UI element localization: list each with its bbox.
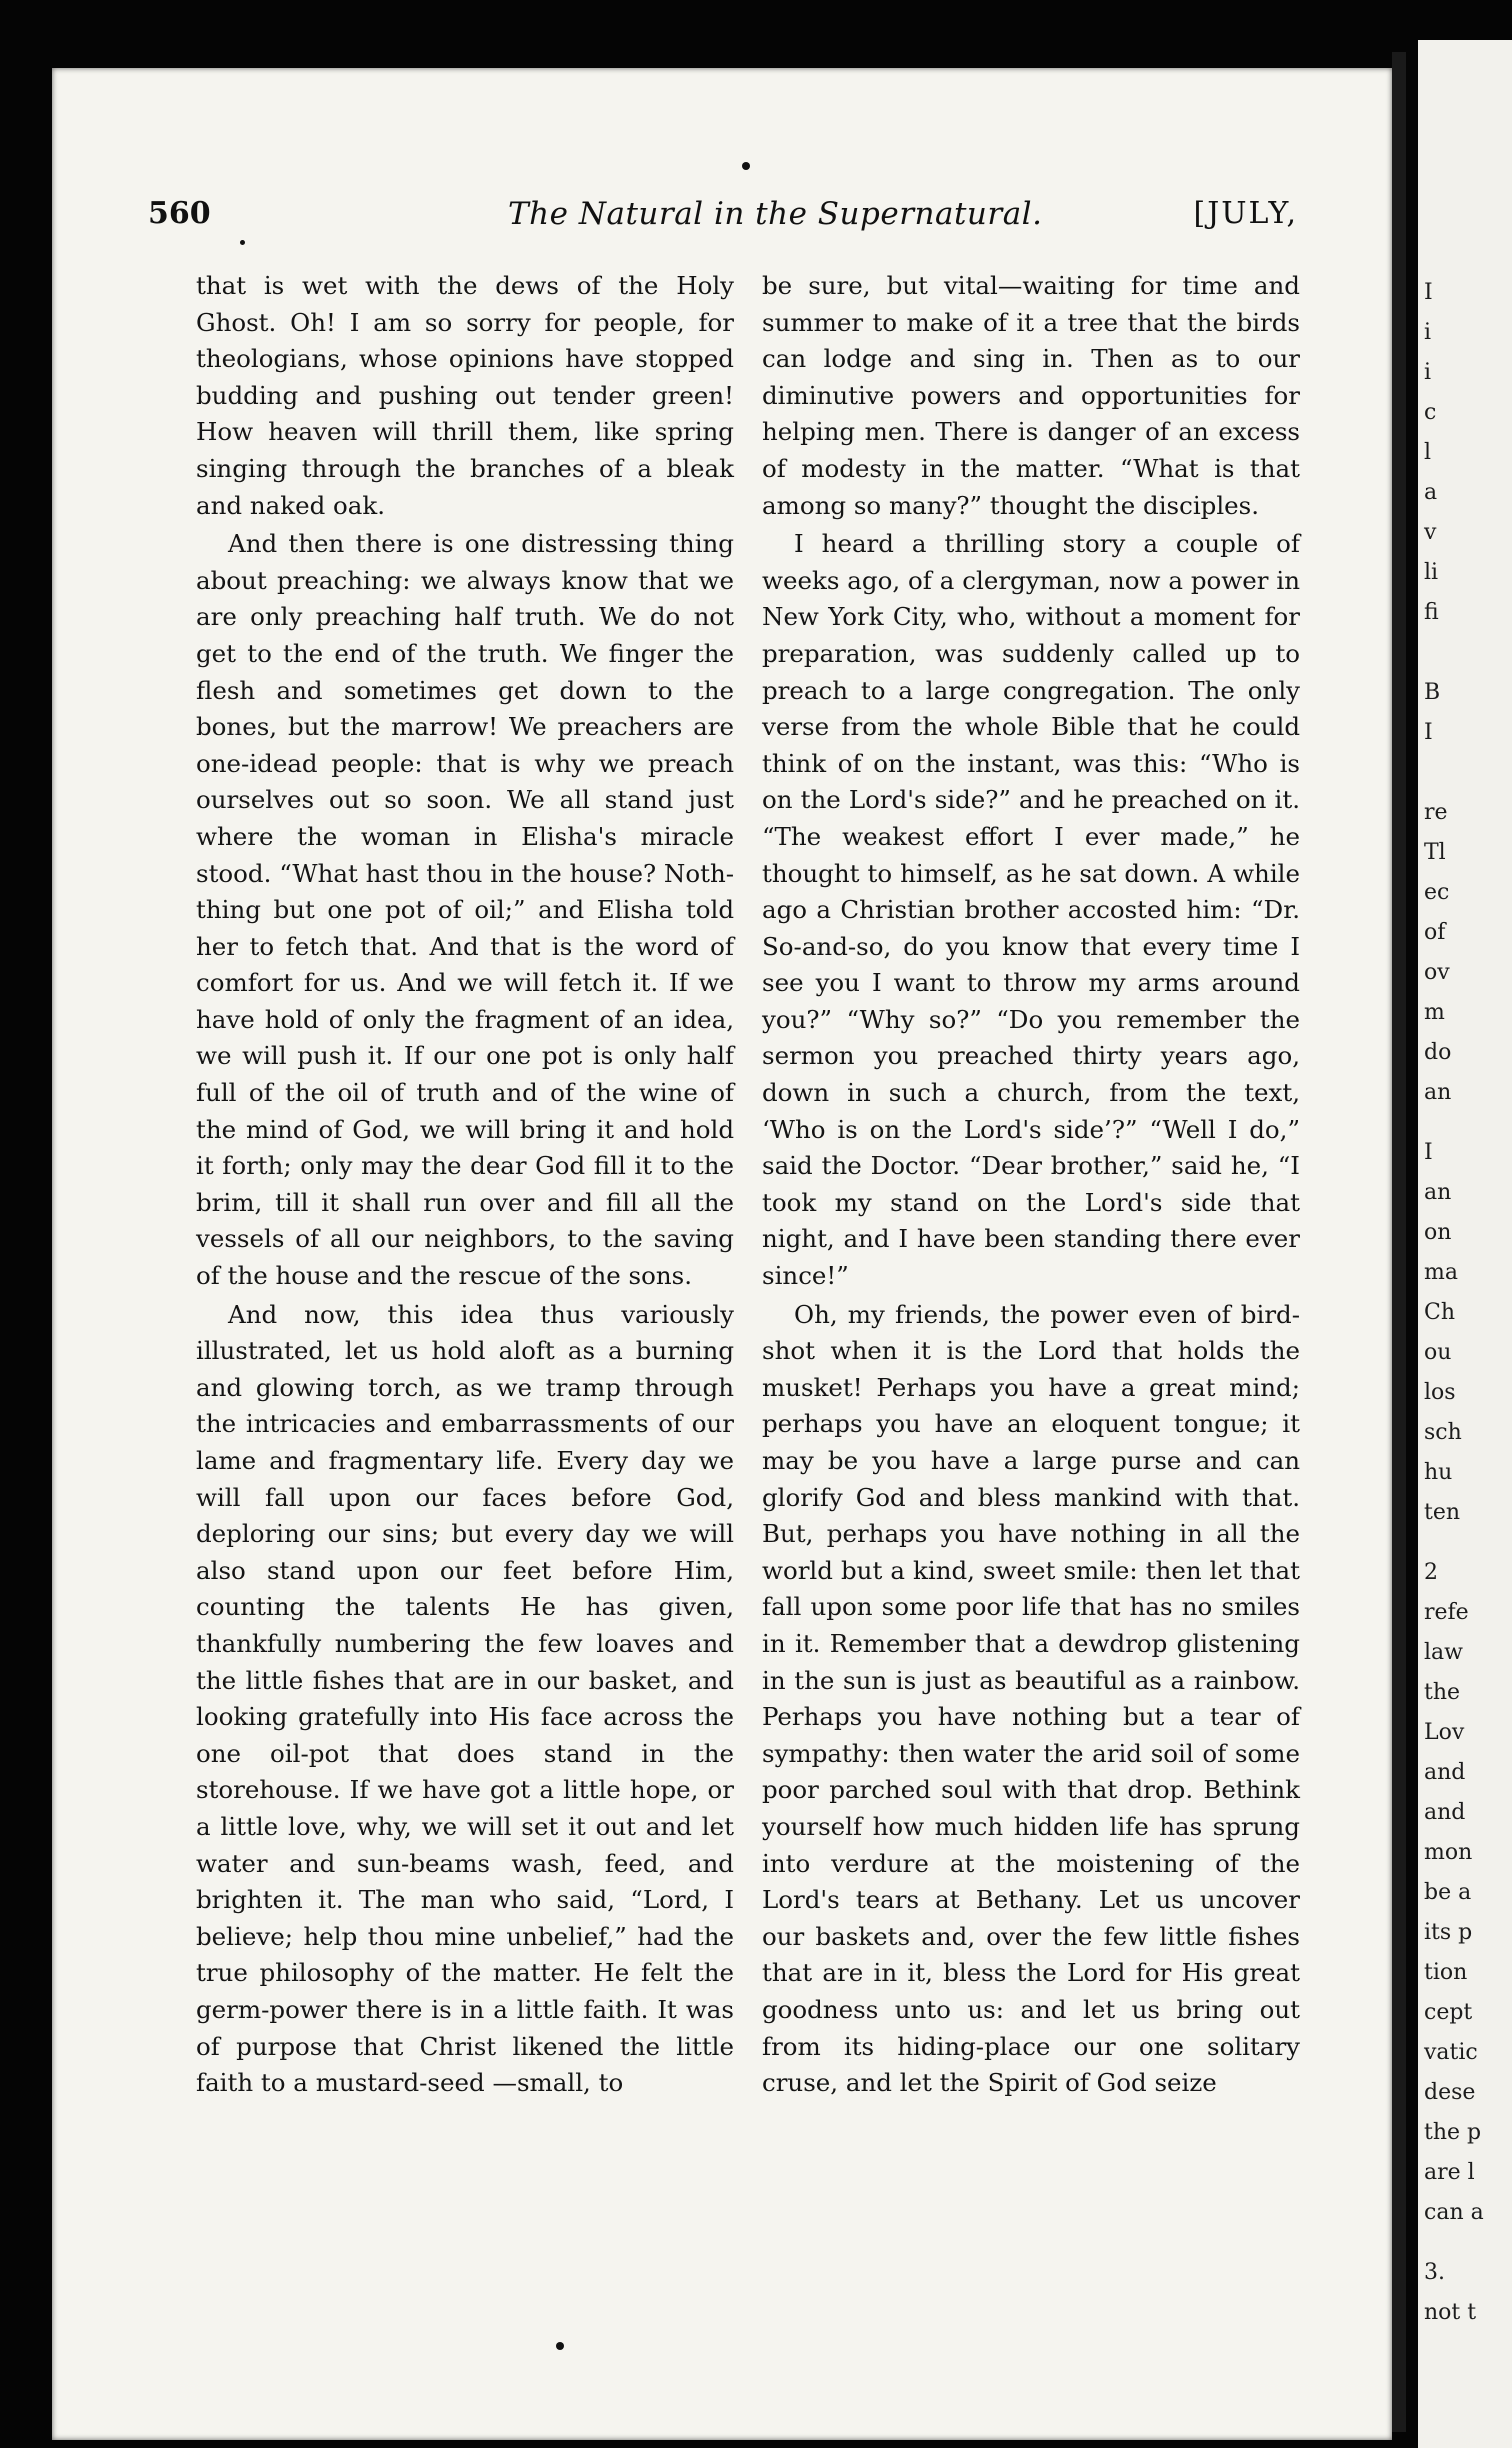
facing-page-fragment: the p bbox=[1424, 2120, 1482, 2145]
paragraph: be sure, but vital—waiting for time and summer to make of it a tree that the birds can lodge and sing in. Then as to our diminutive powers and opportunities for helping men. There is danger of an excess of modesty in the matter. “What is that among so many?” thought the disciples. bbox=[762, 271, 1300, 520]
facing-page-fragment: I bbox=[1424, 1140, 1433, 1165]
facing-page-fragment: the bbox=[1424, 1680, 1461, 1705]
facing-page-fragment: vatic bbox=[1424, 2040, 1478, 2065]
facing-page-fragment: Lov bbox=[1424, 1720, 1465, 1745]
facing-page-fragment: ov bbox=[1424, 960, 1450, 985]
facing-page-fragment: fi bbox=[1424, 600, 1439, 625]
facing-page-fragment: hu bbox=[1424, 1460, 1453, 1485]
facing-page-fragment: not t bbox=[1424, 2300, 1477, 2325]
facing-page-fragment: ec bbox=[1424, 880, 1450, 905]
facing-page-fragment: law bbox=[1424, 1640, 1463, 1665]
facing-page-fragment: ma bbox=[1424, 1260, 1458, 1285]
facing-page-fragment: are l bbox=[1424, 2160, 1475, 2185]
facing-page-edge bbox=[1418, 40, 1512, 2448]
right-column bbox=[762, 268, 1300, 2102]
page-number: 560 bbox=[148, 196, 211, 231]
facing-page-fragment: 2 bbox=[1424, 1560, 1438, 1585]
facing-page-fragment: I bbox=[1424, 720, 1433, 745]
paragraph: Oh, my friends, the power even of bird-shot when it is the Lord that holds the musket! Perhaps you have a great mind; perhaps you have an eloquent tongue; it may be you have a large purse and can glorify God and bless mankind with that. But, perhaps you have nothing in all the world but a kind, sweet smile: then let that fall upon some poor life that has no smiles in it. Remember that a dewdrop glistening in the sun is just as beautiful as a rainbow. Perhaps you have nothing but a tear of sympathy: then water the arid soil of some poor parched soul with that drop. Bethink yourself how much hidden life has sprung into verdure at the moistening of the Lord's tears at Bethany. Let us uncover our baskets and, over the few little fishes that are in it, bless the Lord for His great goodness unto us: and let us bring out from its hiding-place our one solitary cruse, and let the Spirit of God seize bbox=[762, 1299, 1300, 2098]
facing-page-fragment: ten bbox=[1424, 1500, 1461, 1525]
facing-page-fragment: a bbox=[1424, 480, 1438, 505]
facing-page-fragment: re bbox=[1424, 800, 1448, 825]
facing-page-fragment: and bbox=[1424, 1760, 1466, 1785]
running-title: The Natural in the Supernatural. bbox=[508, 196, 1043, 232]
facing-page-fragment: an bbox=[1424, 1180, 1452, 1205]
facing-page-fragment: can a bbox=[1424, 2200, 1484, 2225]
facing-page-fragment: of bbox=[1424, 920, 1446, 945]
facing-page-fragment: c bbox=[1424, 400, 1437, 425]
facing-page-fragment: and bbox=[1424, 1800, 1466, 1825]
facing-page-fragment: Tl bbox=[1424, 840, 1446, 865]
paragraph: And now, this idea thus variously illustrated, let us hold aloft as a burning and glowing torch, as we tramp through the intricacies and embarrassments of our lame and fragmentary life. Every day we will fall upon our faces before God, deploring our sins; but every day we will also stand upon our feet before Him, counting the talents He has given, thankfully numbering the few loaves and the little fishes that are in our basket, and looking gratefully into His face across the one oil-pot that does stand in the storehouse. If we have got a little hope, or a little love, why, we will set it out and let water and sun-beams wash, feed, and brighten it. The man who said, “Lord, I believe; help thou mine unbelief,” had the true philosophy of the matter. He felt the germ-power there is in a little faith. It was of purpose that Christ likened the little faith to a mustard-seed —small, to bbox=[196, 1299, 734, 2098]
facing-page-fragment: v bbox=[1424, 520, 1437, 545]
facing-page-fragment: an bbox=[1424, 1080, 1452, 1105]
facing-page-fragment: l bbox=[1424, 440, 1432, 465]
paragraph: I heard a thrilling story a couple of weeks ago, of a clergyman, now a power in New York City, who, without a moment for preparation, was suddenly called up to preach to a large congregation. The only verse from the whole Bible that he could think of on the instant, was this: “Who is on the Lord's side?” and he preached on it. “The weakest effort I ever made,” he thought to himself, as he sat down. A while ago a Christian brother accosted him: “Dr. So-and-so, do you know that every time I see you I want to throw my arms around you?” “Why so?” “Do you remember the sermon you preached thirty years ago, down in such a church, from the text, ‘Who is on the Lord's side’?” “Well I do,” said the Doctor. “Dear brother,” said he, “I took my stand on the Lord's side that night, and I have been standing there ever since!” bbox=[762, 529, 1300, 1291]
paragraph: that is wet with the dews of the Holy Ghost. Oh! I am so sorry for people, for theologians, whose opinions have stopped budding and pushing out tender green! How heaven will thrill them, like spring singing through the branches of a bleak and naked oak. bbox=[196, 271, 734, 520]
facing-page-fragment: dese bbox=[1424, 2080, 1476, 2105]
facing-page-fragment: cept bbox=[1424, 2000, 1473, 2025]
facing-page-fragment: its p bbox=[1424, 1920, 1473, 1945]
facing-page-fragment: sch bbox=[1424, 1420, 1462, 1445]
facing-page-fragment: refe bbox=[1424, 1600, 1469, 1625]
facing-page-fragment: los bbox=[1424, 1380, 1456, 1405]
facing-page-fragment: tion bbox=[1424, 1960, 1468, 1985]
facing-page-fragment: B bbox=[1424, 680, 1441, 705]
left-column bbox=[196, 268, 734, 2102]
facing-page-fragment: I bbox=[1424, 280, 1433, 305]
facing-page-fragment: 3. bbox=[1424, 2260, 1445, 2285]
facing-page-fragment: Ch bbox=[1424, 1300, 1456, 1325]
facing-page-fragment: i bbox=[1424, 360, 1432, 385]
binding-shadow bbox=[1392, 52, 1406, 2432]
facing-page-fragment: on bbox=[1424, 1220, 1452, 1245]
facing-page-fragment: li bbox=[1424, 560, 1439, 585]
facing-page-fragment: ou bbox=[1424, 1340, 1452, 1365]
facing-page-fragment: do bbox=[1424, 1040, 1452, 1065]
facing-page-fragment: i bbox=[1424, 320, 1432, 345]
facing-page-fragment: m bbox=[1424, 1000, 1445, 1025]
ink-speck bbox=[742, 162, 750, 170]
paragraph: And then there is one distressing thing about preaching: we always know that we are only preaching half truth. We do not get to the end of the truth. We finger the flesh and sometimes get down to the bones, but the marrow! We preachers are one-idead people: that is why we preach ourselves out so soon. We all stand just where the woman in Elisha's miracle stood. “What hast thou in the house? Noth-thing but one pot of oil;” and Elisha told her to fetch that. And that is the word of comfort for us. And we will fetch it. If we have hold of only the fragment of an idea, we will push it. If our one pot is only half full of the oil of truth and of the wine of the mind of God, we will bring it and hold it forth; only may the dear God fill it to the brim, till it shall run over and fill all the vessels of all our neighbors, to the saving of the house and the rescue of the sons. bbox=[196, 529, 734, 1291]
month-label: [JULY, bbox=[1193, 196, 1298, 231]
page-header bbox=[148, 196, 1298, 246]
ink-speck bbox=[556, 2342, 564, 2350]
facing-page-fragment: mon bbox=[1424, 1840, 1473, 1865]
facing-page-fragment: be a bbox=[1424, 1880, 1472, 1905]
